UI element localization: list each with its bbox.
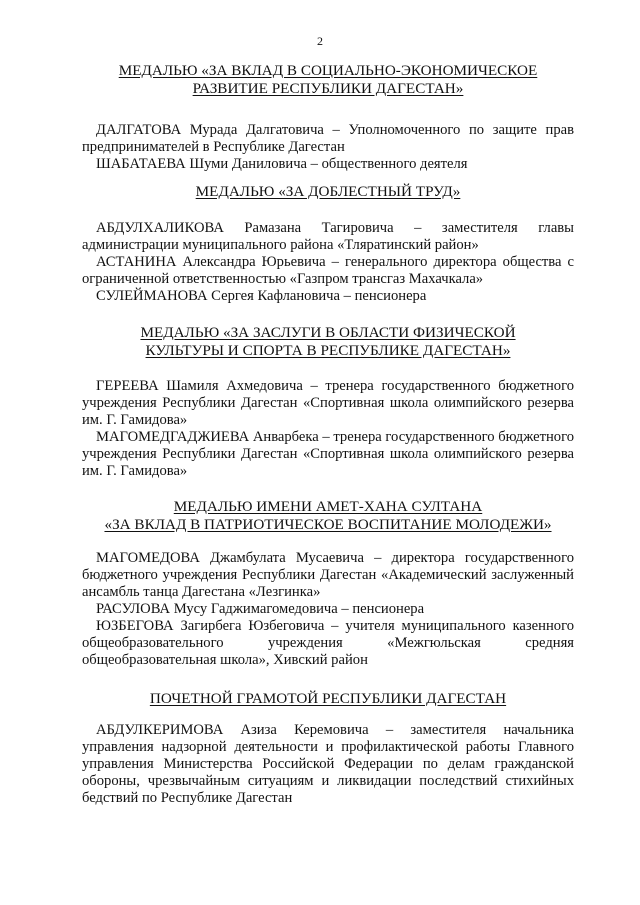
section-heading-line: МЕДАЛЬЮ «ЗА ВКЛАД В СОЦИАЛЬНО-ЭКОНОМИЧЕСКОЕ	[118, 62, 538, 79]
section-heading-line: РАЗВИТИЕ РЕСПУБЛИКИ ДАГЕСТАН»	[192, 80, 464, 97]
award-entry: АБДУЛХАЛИКОВА Рамазана Тагировича – заместителя главы администрации муниципального района «Тляратинский район»	[82, 220, 574, 253]
award-section-sports	[82, 324, 574, 360]
award-entry: АСТАНИНА Александра Юрьевича – генерального директора общества с ограниченной ответственностью «Газпром трансгаз Махачкала»	[82, 254, 574, 287]
award-section-honorary-certificate	[82, 690, 574, 708]
award-entry: МАГОМЕДОВА Джамбулата Мусаевича – директора государственного бюджетного учреждения Республики Дагестан «Академический заслуженный ансамбль танца Дагестана «Лезгинка»	[82, 550, 574, 600]
award-entry: ДАЛГАТОВА Мурада Далгатовича – Уполномоченного по защите прав предпринимателей в Республике Дагестан	[82, 122, 574, 155]
award-entries	[82, 550, 574, 669]
award-section-valiant-labor	[82, 183, 574, 201]
section-heading-line: МЕДАЛЬЮ ИМЕНИ АМЕТ-ХАНА СУЛТАНА	[173, 498, 483, 515]
award-entry: ШАБАТАЕВА Шуми Даниловича – общественного деятеля	[96, 156, 468, 172]
award-entries	[82, 722, 574, 807]
section-heading-line: МЕДАЛЬЮ «ЗА ЗАСЛУГИ В ОБЛАСТИ ФИЗИЧЕСКОЙ	[140, 324, 516, 341]
award-section-amet-khan	[82, 498, 574, 534]
award-entries	[82, 122, 574, 173]
award-entry: ГЕРЕЕВА Шамиля Ахмедовича – тренера государственного бюджетного учреждения Республики Дагестан «Спортивная школа олимпийского резерва им. Г. Гамидова»	[82, 378, 574, 428]
award-entry: СУЛЕЙМАНОВА Сергея Кафлановича – пенсионера	[96, 288, 427, 304]
award-entry: МАГОМЕДГАДЖИЕВА Анварбека – тренера государственного бюджетного учреждения Республики Дагестан «Спортивная школа олимпийского резерва им. Г. Гамидова»	[82, 429, 574, 479]
award-entry: АБДУЛКЕРИМОВА Азиза Керемовича – заместителя начальника управления надзорной деятельности и профилактической работы Главного управления Министерства Российской Федерации по делам гражданской обороны, чрезвычайным ситуациям и ликвидации последствий стихийных бедствий по Республике Дагестан	[82, 722, 574, 806]
award-entry: ЮЗБЕГОВА Загирбега Юзбеговича – учителя муниципального казенного общеобразовательного учреждения «Межгюльская средняя общеобразовательная школа», Хивский район	[82, 618, 574, 668]
section-heading-line: ПОЧЕТНОЙ ГРАМОТОЙ РЕСПУБЛИКИ ДАГЕСТАН	[149, 690, 507, 707]
page-number: 2	[317, 34, 323, 48]
award-entries	[82, 378, 574, 480]
award-section-social-economic	[82, 62, 574, 98]
section-heading-line: МЕДАЛЬЮ «ЗА ДОБЛЕСТНЫЙ ТРУД»	[195, 183, 461, 200]
section-heading-line: КУЛЬТУРЫ И СПОРТА В РЕСПУБЛИКЕ ДАГЕСТАН»	[145, 342, 511, 359]
section-heading-line: «ЗА ВКЛАД В ПАТРИОТИЧЕСКОЕ ВОСПИТАНИЕ МОЛОДЕЖИ»	[104, 516, 552, 533]
award-entries	[82, 220, 574, 305]
award-entry: РАСУЛОВА Мусу Гаджимагомедовича – пенсионера	[96, 601, 425, 617]
